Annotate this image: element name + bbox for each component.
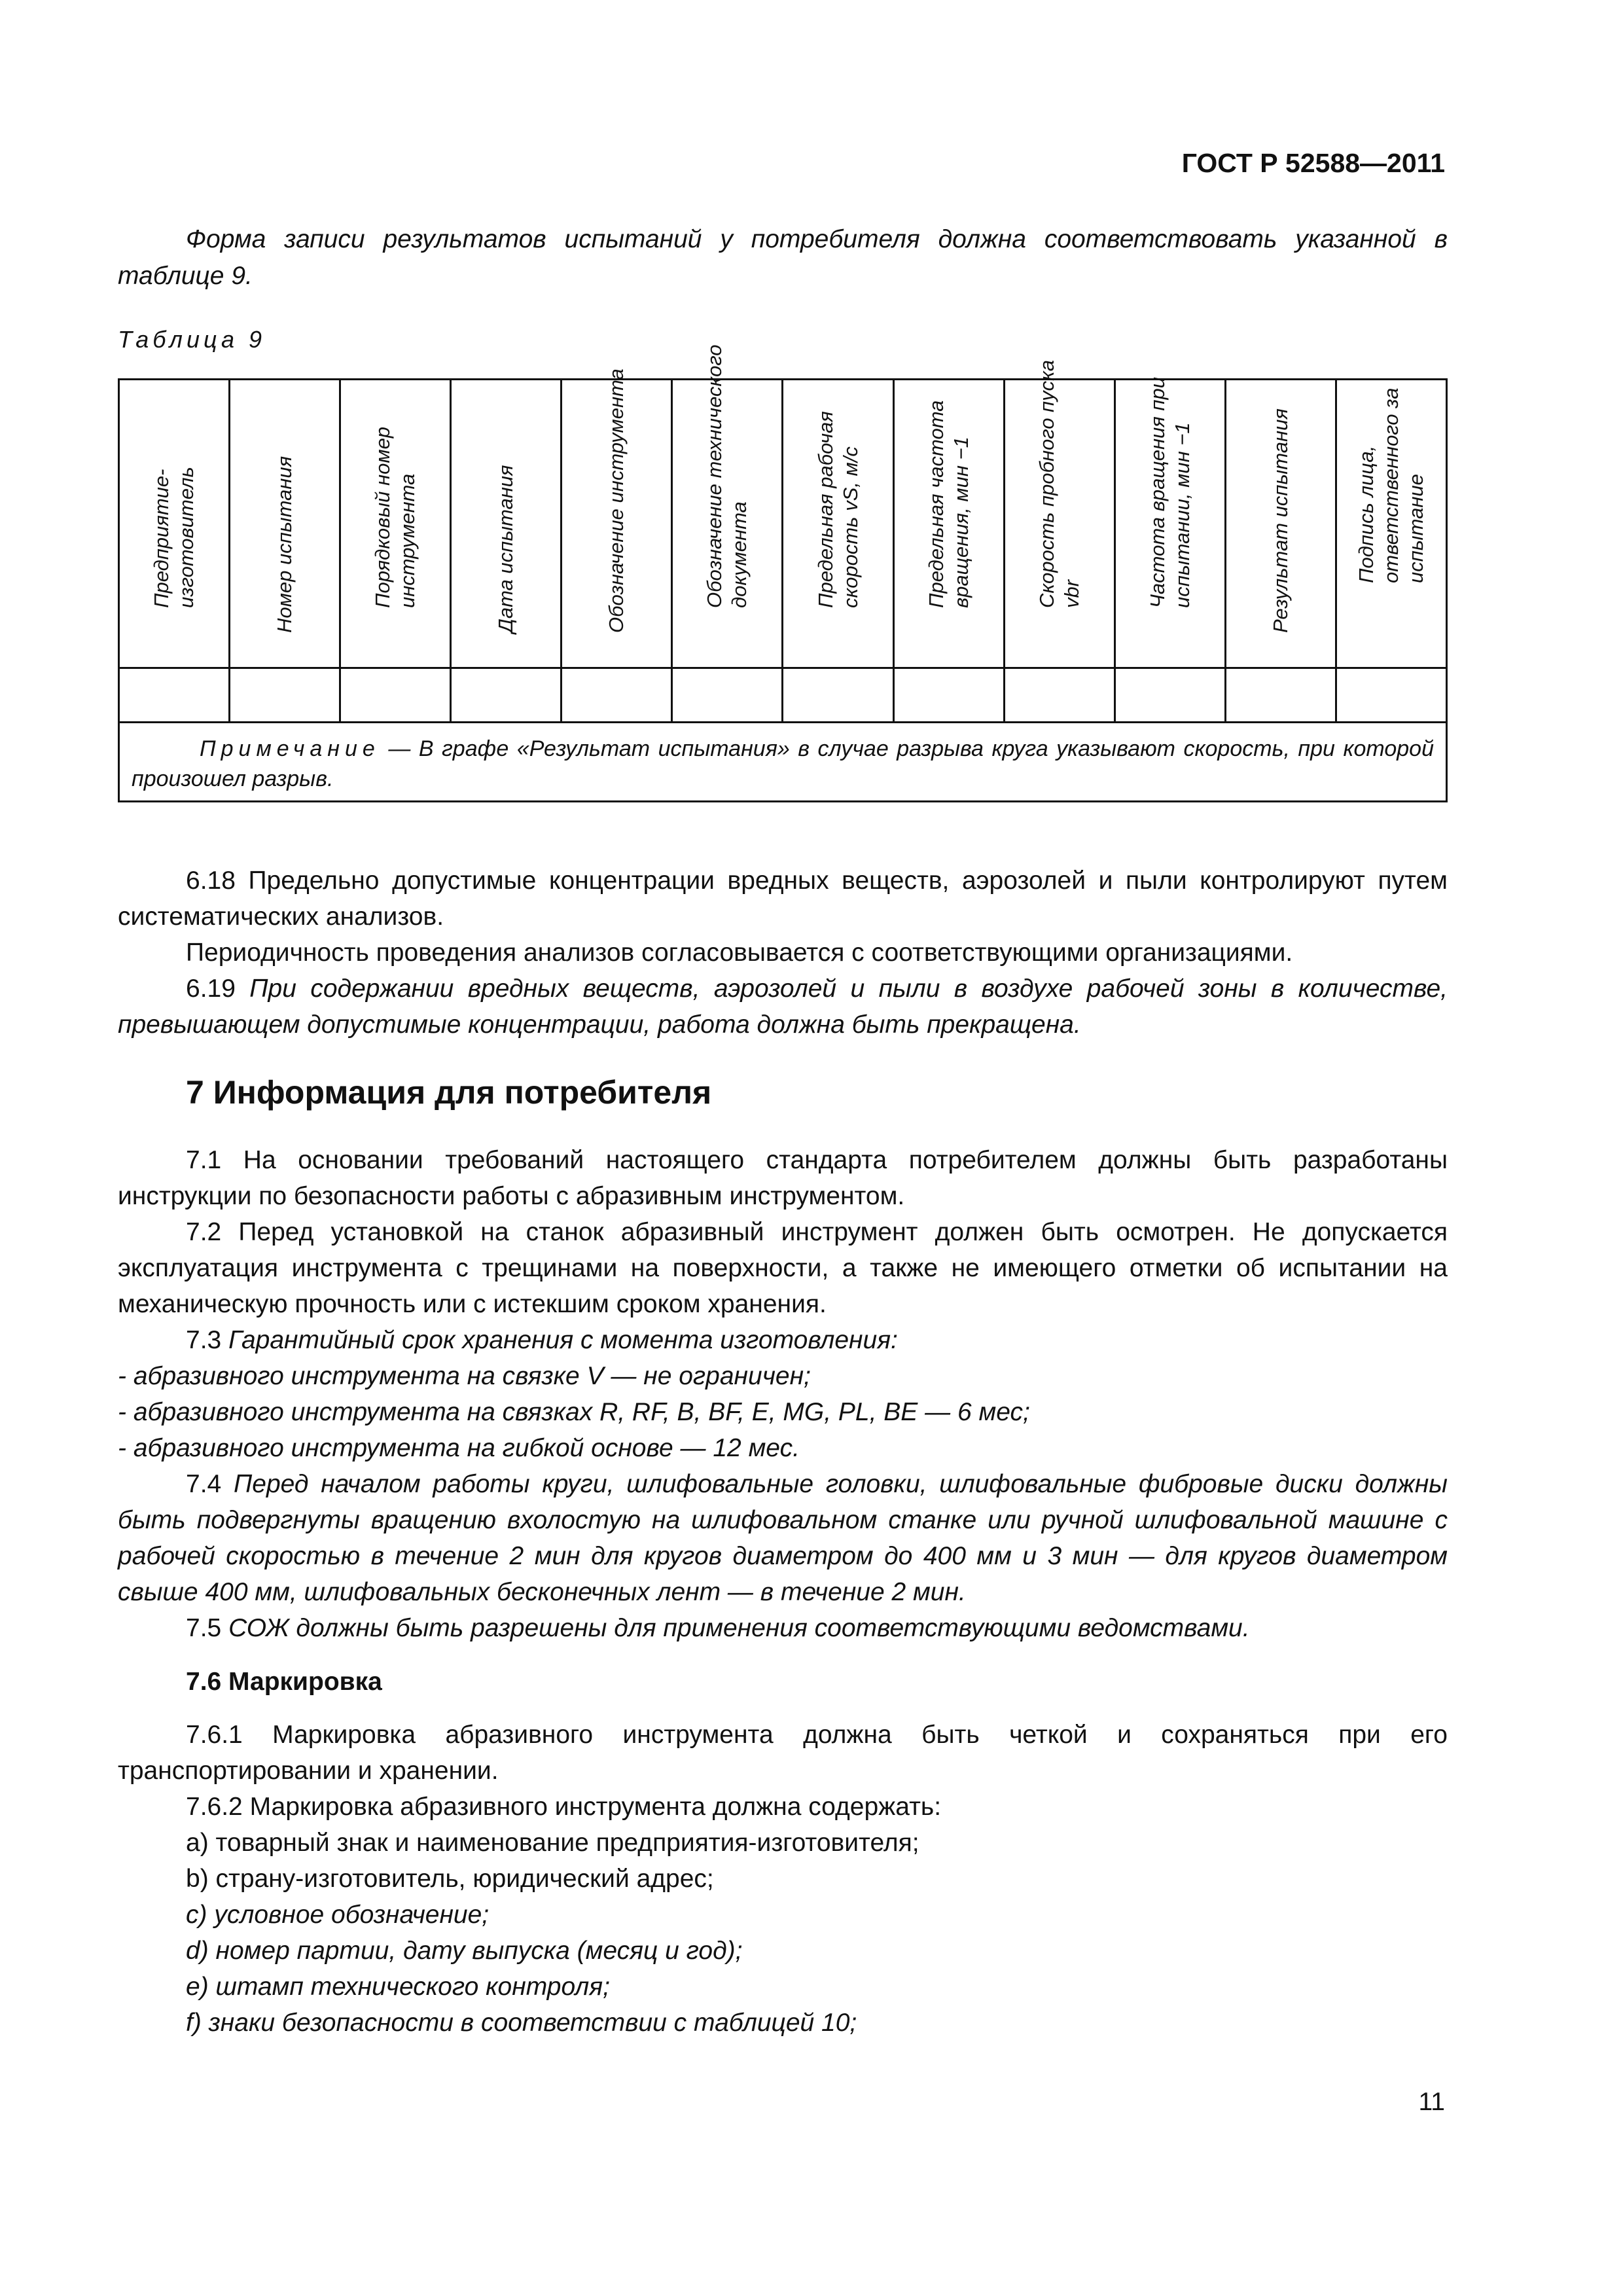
section-7-6-title: 7.6 Маркировка bbox=[186, 1668, 382, 1696]
paragraph-6-18-b: Периодичность проведения анализов согласовывается с соответствующими организациями. bbox=[186, 939, 1293, 967]
paragraph-6-18: 6.18 Предельно допустимые концентрации вредных веществ, аэрозолей и пыли контролируют путем систематических анализов. bbox=[118, 867, 1448, 931]
table-cell bbox=[230, 668, 340, 723]
table-cell bbox=[893, 668, 1004, 723]
table-cell bbox=[340, 668, 451, 723]
list-item: c) условное обозначение; bbox=[186, 1901, 490, 1929]
table-row bbox=[119, 668, 1447, 723]
table-cell bbox=[451, 668, 562, 723]
table-cell bbox=[672, 668, 783, 723]
table-caption: Таблица 9 bbox=[118, 326, 266, 353]
column-header: Номер испытания bbox=[230, 380, 340, 668]
list-item: - абразивного инструмента на связках R, RF, B, BF, E, MG, PL, BE — 6 мес; bbox=[118, 1398, 1030, 1426]
table-cell bbox=[1004, 668, 1115, 723]
table-cell bbox=[119, 668, 230, 723]
standard-code: ГОСТ Р 52588—2011 bbox=[1181, 148, 1445, 178]
column-header: Обозначение технического документа bbox=[672, 380, 783, 668]
paragraph-7-6-2: 7.6.2 Маркировка абразивного инструмента должна содержать: bbox=[186, 1793, 942, 1821]
table-9 bbox=[118, 344, 1448, 802]
section-7-title: 7 Информация для потребителя bbox=[186, 1074, 712, 1111]
table-cell bbox=[562, 668, 672, 723]
column-header: Порядковый номер инструмента bbox=[340, 380, 451, 668]
note-label: Примечание bbox=[200, 736, 380, 761]
list-7-3 bbox=[118, 1358, 1448, 1466]
page-number: 11 bbox=[1418, 2088, 1445, 2116]
paragraph-7-3: 7.3 Гарантийный срок хранения с момента изготовления: bbox=[186, 1326, 898, 1354]
paragraph-7-5: 7.5 СОЖ должны быть разрешены для применения соответствующими ведомствами. bbox=[186, 1614, 1250, 1642]
column-header: Результат испытания bbox=[1225, 380, 1336, 668]
paragraph-6-19: 6.19 При содержании вредных веществ, аэрозолей и пыли в воздухе рабочей зоны в количестве, превышающем допустимые концентрации, работа должна быть прекращена. bbox=[118, 975, 1448, 1039]
list-item: f) знаки безопасности в соответствии с таблицей 10; bbox=[186, 2009, 857, 2037]
column-header: Обозначение инструмента bbox=[562, 380, 672, 668]
paragraph-7-6-1: 7.6.1 Маркировка абразивного инструмента должна быть четкой и сохраняться при его транспортировании и хранении. bbox=[118, 1721, 1448, 1785]
table-note-row bbox=[119, 723, 1447, 802]
column-header: Предельная рабочая скорость vS, м/с bbox=[783, 380, 893, 668]
column-header: Частота вращения при испытании, мин −1 bbox=[1115, 380, 1225, 668]
table-header-row bbox=[119, 380, 1447, 668]
list-item: - абразивного инструмента на гибкой основе — 12 мес. bbox=[118, 1434, 800, 1462]
column-header: Скорость пробного пуска vbr bbox=[1004, 380, 1115, 668]
list-item: b) страну-изготовитель, юридический адрес; bbox=[186, 1865, 714, 1893]
table-note bbox=[119, 723, 1447, 802]
column-header: Предприятие-изготовитель bbox=[119, 380, 230, 668]
list-7-6-2 bbox=[118, 1825, 1448, 2041]
note-text: — В графе «Результат испытания» в случае разрыва круга указывают скорость, при которой произошел разрыв. bbox=[132, 736, 1434, 791]
column-header: Подпись лица, ответственного за испытание bbox=[1336, 380, 1446, 668]
paragraph-7-1: 7.1 На основании требований настоящего стандарта потребителем должны быть разработаны инструкции по безопасности работы с абразивным инструментом. bbox=[118, 1146, 1448, 1210]
list-item: a) товарный знак и наименование предприятия-изготовителя; bbox=[186, 1829, 919, 1857]
table-cell bbox=[783, 668, 893, 723]
column-header: Дата испытания bbox=[451, 380, 562, 668]
paragraph-7-2: 7.2 Перед установкой на станок абразивный инструмент должен быть осмотрен. Не допускается эксплуатация инструмента с трещинами на поверхности, а также не имеющего отметки об испытании на механическую прочность или с истекшим сроком хранения. bbox=[118, 1218, 1448, 1318]
list-item: d) номер партии, дату выпуска (месяц и год); bbox=[186, 1937, 743, 1965]
list-item: - абразивного инструмента на связке V — не ограничен; bbox=[118, 1362, 811, 1390]
column-header: Предельная частота вращения, мин −1 bbox=[893, 380, 1004, 668]
paragraph-7-4: 7.4 Перед началом работы круги, шлифовальные головки, шлифовальные фибровые диски должны быть подвергнуты вращению вхолостую на шлифовальном станке или ручной шлифовальной машине с рабочей скоростью в течение 2 мин для кругов диаметром до 400 мм и 3 мин — для кругов диаметром свыше 400 мм, шлифовальных бесконечных лент — в течение 2 мин. bbox=[118, 1470, 1448, 1606]
intro-paragraph: Форма записи результатов испытаний у потребителя должна соответствовать указанной в таблице 9. bbox=[118, 225, 1448, 290]
list-item: e) штамп технического контроля; bbox=[186, 1973, 610, 2001]
table-cell bbox=[1336, 668, 1446, 723]
table-cell bbox=[1115, 668, 1225, 723]
table-cell bbox=[1225, 668, 1336, 723]
